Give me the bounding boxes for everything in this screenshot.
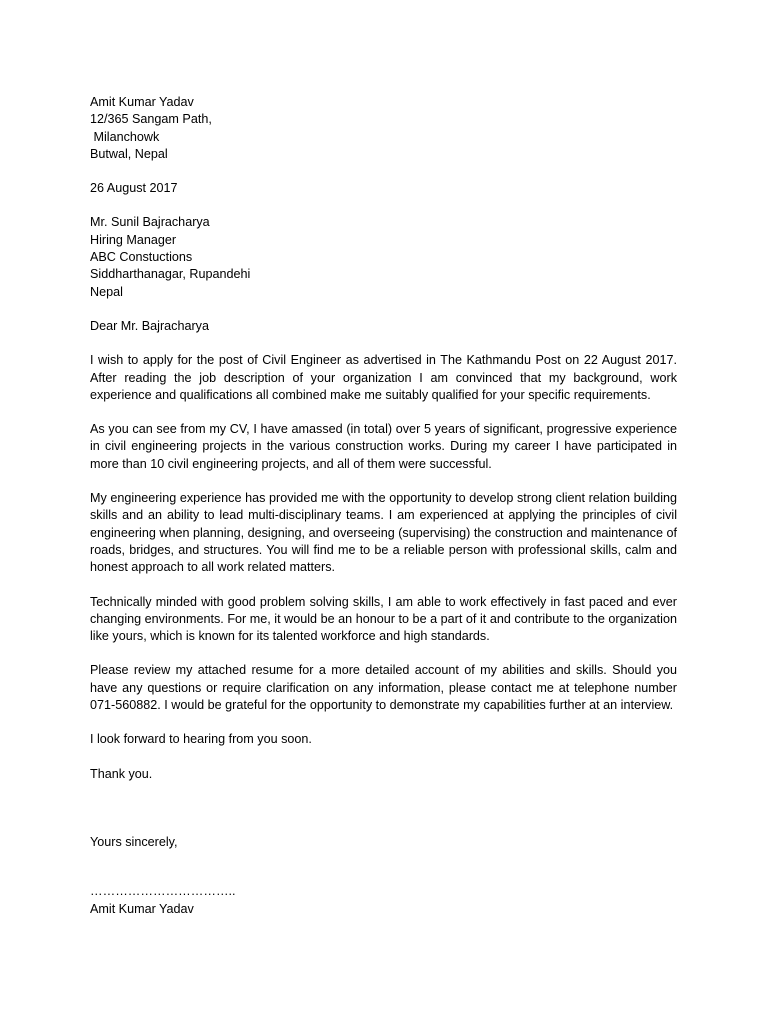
letter-date-block [90, 180, 677, 197]
closing-block [90, 834, 677, 851]
sender-address [90, 94, 677, 163]
salutation-block [90, 318, 677, 335]
signature-line: …………………………….. [90, 884, 236, 899]
body-paragraph-4: Technically minded with good problem solving skills, I am able to work effectively in fast paced and ever changing environments. For me, it would be an honour to be a part of it and contribute to the organization like yours, which is known for its talented workforce and high standards. [90, 594, 677, 644]
letter [90, 94, 677, 918]
recipient-company: ABC Constuctions [90, 250, 193, 265]
letter-date: 26 August 2017 [90, 181, 178, 196]
thanks-block [90, 766, 677, 783]
sender-address-line-2: Milanchowk [90, 129, 160, 144]
sender-address-line-3: Butwal, Nepal [90, 146, 168, 161]
body-paragraph-6: I look forward to hearing from you soon. [90, 732, 312, 747]
recipient-address-line-2: Nepal [90, 284, 123, 299]
body-paragraph-2: As you can see from my CV, I have amassed (in total) over 5 years of significant, progressive experience in civil engineering projects in the various construction works. During my career I have participated in more than 10 civil engineering projects, and all of them were successful. [90, 422, 677, 471]
recipient-address-line-1: Siddharthanagar, Rupandehi [90, 267, 251, 282]
signature-name: Amit Kumar Yadav [90, 901, 194, 916]
sender-name: Amit Kumar Yadav [90, 95, 194, 109]
body-paragraph-1: I wish to apply for the post of Civil Engineer as advertised in The Kathmandu Post on 22 August 2017. After reading the job description of your organization I am convinced that my background, work experience and qualifications all combined make me suitably qualified for your specific requirements. [90, 353, 677, 402]
sender-address-line-1: 12/365 Sangam Path, [90, 112, 212, 127]
spacer [90, 800, 677, 834]
thanks-text: Thank you. [90, 766, 153, 781]
recipient-title: Hiring Manager [90, 232, 177, 247]
recipient-name: Mr. Sunil Bajracharya [90, 215, 210, 230]
signature-spacer [90, 851, 677, 883]
closing-text: Yours sincerely, [90, 834, 178, 849]
body-paragraph-3: My engineering experience has provided me with the opportunity to develop strong client relation building skills and an ability to lead multi-disciplinary teams. I am experienced at applying the principles of civil engineering when planning, designing, and overseeing (supervising) the construction and maintenance of roads, bridges, and structures. You will find me to be a reliable person with professional skills, calm and honest approach to all work related matters. [90, 491, 677, 575]
body-paragraph-5: Please review my attached resume for a more detailed account of my abilities and skills. Should you have any questions or require clarification on any information, please contact me at telephone number 071-560882. I would be grateful for the opportunity to demonstrate my capabilities further at an interview. [90, 663, 677, 713]
signature-block [90, 883, 677, 918]
recipient-address [90, 214, 677, 300]
salutation: Dear Mr. Bajracharya [90, 318, 209, 333]
